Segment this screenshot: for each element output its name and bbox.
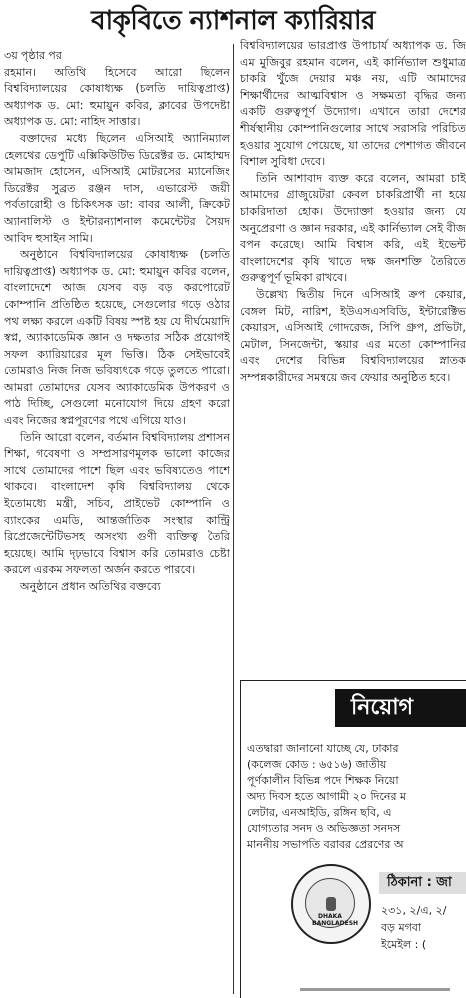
column-divider [233, 44, 234, 994]
ad-line: মাননীয় সভাপতি বরাবর প্রেরণের অ [247, 838, 404, 851]
college-seal-logo [291, 864, 371, 944]
job-advertisement [240, 680, 466, 998]
ad-line: যোগ্যতার সনদ ও অভিজ্ঞতা সনদস [247, 822, 401, 835]
paragraph: উল্লেখ্য দ্বিতীয় দিনে এসিআই ক্রপ কেয়ার, বেঙ্গল মিট, নারিশ, ইউএসএসবিডি, ইন্টারেক্টিভ কেয়ারস, এসিআই গোদরেজ, সিপি গ্রুপ, প্রভিটা, মেটাল, সিনজেন্টা, স্কয়ার এর মতো কোম্পানির এবং দেশের বিভিন্ন বিশ্ববিদ্যালয়ের স্নাতক সম্পন্নকারীদের সমন্বয়ে জব ফেয়ার অনুষ্ঠিত হবে। [240, 287, 466, 384]
ad-title: নিয়োগ [335, 689, 466, 727]
continued-from-note: ৩য় পৃষ্ঠার পর [4, 49, 63, 62]
next-article-fragment [240, 982, 466, 997]
address-line: ২৩১, ২/এ, ২/ [381, 904, 447, 917]
left-column [4, 48, 230, 993]
headline: বাকৃবিতে ন্যাশনাল ক্যারিয়ার [91, 6, 375, 36]
address-line: বড় মগবা [381, 921, 422, 934]
paragraph: অনুষ্ঠানে বিশ্ববিদ্যালয়ের কোষাধ্যক্ষ (চলতি দায়িত্বপ্রাপ্ত) অধ্যাপক ড. মো: হুমায়ুন কবির বলেন, বাংলাদেশে আজ যেসব বড় বড় করপোরেট কোম্পানি প্রতিষ্ঠিত হয়েছে, সেগুলোর গড়ে ওঠার পথ লক্ষ্য করলে একটি বিষয় স্পষ্ট হয় যে দীর্ঘমেয়াদি স্বপ্ন, অ্যাকাডেমিক জ্ঞান ও দক্ষতার সঠিক প্রয়োগই সফল ক্যারিয়ারের মূল ভিত্তি। ঠিক সেইভাবেই তোমরাও নিজ নিজ ভবিষ্যৎকে গড়ে তুলতে পারো। আমরা তোমাদের যেসব অ্যাকাডেমিক উপকরণ ও পাঠ দিচ্ছি, সেগুলো মনোযোগ দিয়ে গ্রহণ করো এবং নিজের স্বপ্নপূরণের পথে এগিয়ে যাও। [4, 248, 230, 428]
ad-line: পূর্ণকালীন বিভিন্ন পদে শিক্ষক নিয়ো [247, 774, 399, 787]
right-column [240, 38, 466, 666]
paragraph: বিশ্ববিদ্যালয়ের ভারপ্রাপ্ত উপাচার্য অধ্যাপক ড. জি এম মুজিবুর রহমান বলেন, এই কার্নিভ্যাল শুধুমাত্র চাকরি খুঁজে দেয়ার মঞ্চ নয়, এটি আমাদের শিক্ষার্থীদের আত্মবিশ্বাস ও সক্ষমতা বৃদ্ধির জন্য একটি গুরুত্বপূর্ণ উদ্যোগ। এখানে তারা দেশের শীর্ষস্থানীয় কোম্পানিগুলোর সাথে সরাসরি পরিচিত হওয়ার সুযোগ পেয়েছে, যা তাদের পেশাগত জীবনে বিশাল সুবিধা দেবে। [240, 39, 466, 169]
paragraph: রহমান। অতিথি হিসেবে আরো ছিলেন বিশ্ববিদ্যালয়ের কোষাধ্যক্ষ (চলতি দায়িত্বপ্রাপ্ত) অধ্যাপক ড. মো: হুমায়ুন কবির, ক্লাবের উপদেষ্টা অধ্যাপক ড. মো: নাহিদ সাত্তার। [4, 65, 230, 129]
ad-line: লেটার, এনআইডি, রঙ্গিন ছবি, এ [247, 806, 392, 819]
ad-line: (কলেজ কোড : ৬৫১৬) জাতীয় [247, 758, 387, 771]
address-block [381, 902, 466, 953]
paragraph: তিনি আরো বলেন, বর্তমান বিশ্ববিদ্যালয় প্রশাসন শিক্ষা, গবেষণা ও সম্প্রসারণমূলক ভালো কাজের সাথে তোমাদের পাশে ছিল এবং ভবিষ্যতেও পাশে থাকবে। বাংলাদেশ কৃষি বিশ্ববিদ্যালয় থেকে ইতোমধ্যে মন্ত্রী, সচিব, প্রাইভেট কোম্পানি ও ব্যাংকের এমডি, আন্তর্জাতিক সংস্থার কান্ট্রি রিপ্রেজেন্টেটিভসহ অসংখ্য গুণী ব্যক্তিত্ব তৈরি হয়েছে। আমি দৃঢ়ভাবে বিশ্বাস করি তোমরাও চেষ্টা করলে এরকম সফলতা অর্জন করতে পারবে। [4, 430, 230, 577]
paragraph: অনুষ্ঠানে প্রধান অতিথির বক্তব্যে [20, 580, 161, 593]
address-label: ঠিকানা : জা [379, 872, 466, 894]
paragraph: তিনি আশাবাদ ব্যক্ত করে বলেন, আমরা চাই আমাদের গ্রাজুয়েটরা কেবল চাকরিপ্রার্থী না হয়ে চাকরিদাতা হোক। উদ্যোক্তা হওয়ার জন্য যে অনুপ্রেরণা ও জ্ঞান দরকার, এই কার্নিভ্যাল সেই বীজ বপন করেছে। আমি বিশ্বাস করি, এই ইভেন্ট বাংলাদেশের কৃষি খাতে দক্ষ জনশক্তি তৈরিতে গুরুত্বপূর্ণ ভূমিকা রাখবে। [240, 171, 466, 285]
seal-text: DHAKA BANGLADESH [312, 913, 359, 927]
ad-body [247, 741, 466, 853]
address-line: ইমেইল : ( [381, 938, 427, 951]
ad-line: অদ্য দিবস হতে আগামী ২০ দিনের ম [247, 790, 407, 803]
ad-line: এতদ্বারা জানানো যাচ্ছে যে, ঢাকার [247, 742, 399, 755]
paragraph: বক্তাদের মধ্যে ছিলেন এসিআই অ্যানিম্যাল হেলথের ডেপুটি এক্সিকিউটিভ ডিরেক্টর ড. মোহাম্মদ আমজাদ হোসেন, এসিআই মোটরসের ম্যানেজিং ডিরেক্টর সুব্রত রঞ্জন দাস, এভারেস্ট জয়ী পর্বতারোহী ও চিকিৎসক ডা: বাবর আলী, ক্রিকেট অ্যানালিস্ট ও ইন্টারন্যাশনাল কমেন্টেটর সৈয়দ আবিদ হুসাইন সামি। [4, 131, 230, 245]
